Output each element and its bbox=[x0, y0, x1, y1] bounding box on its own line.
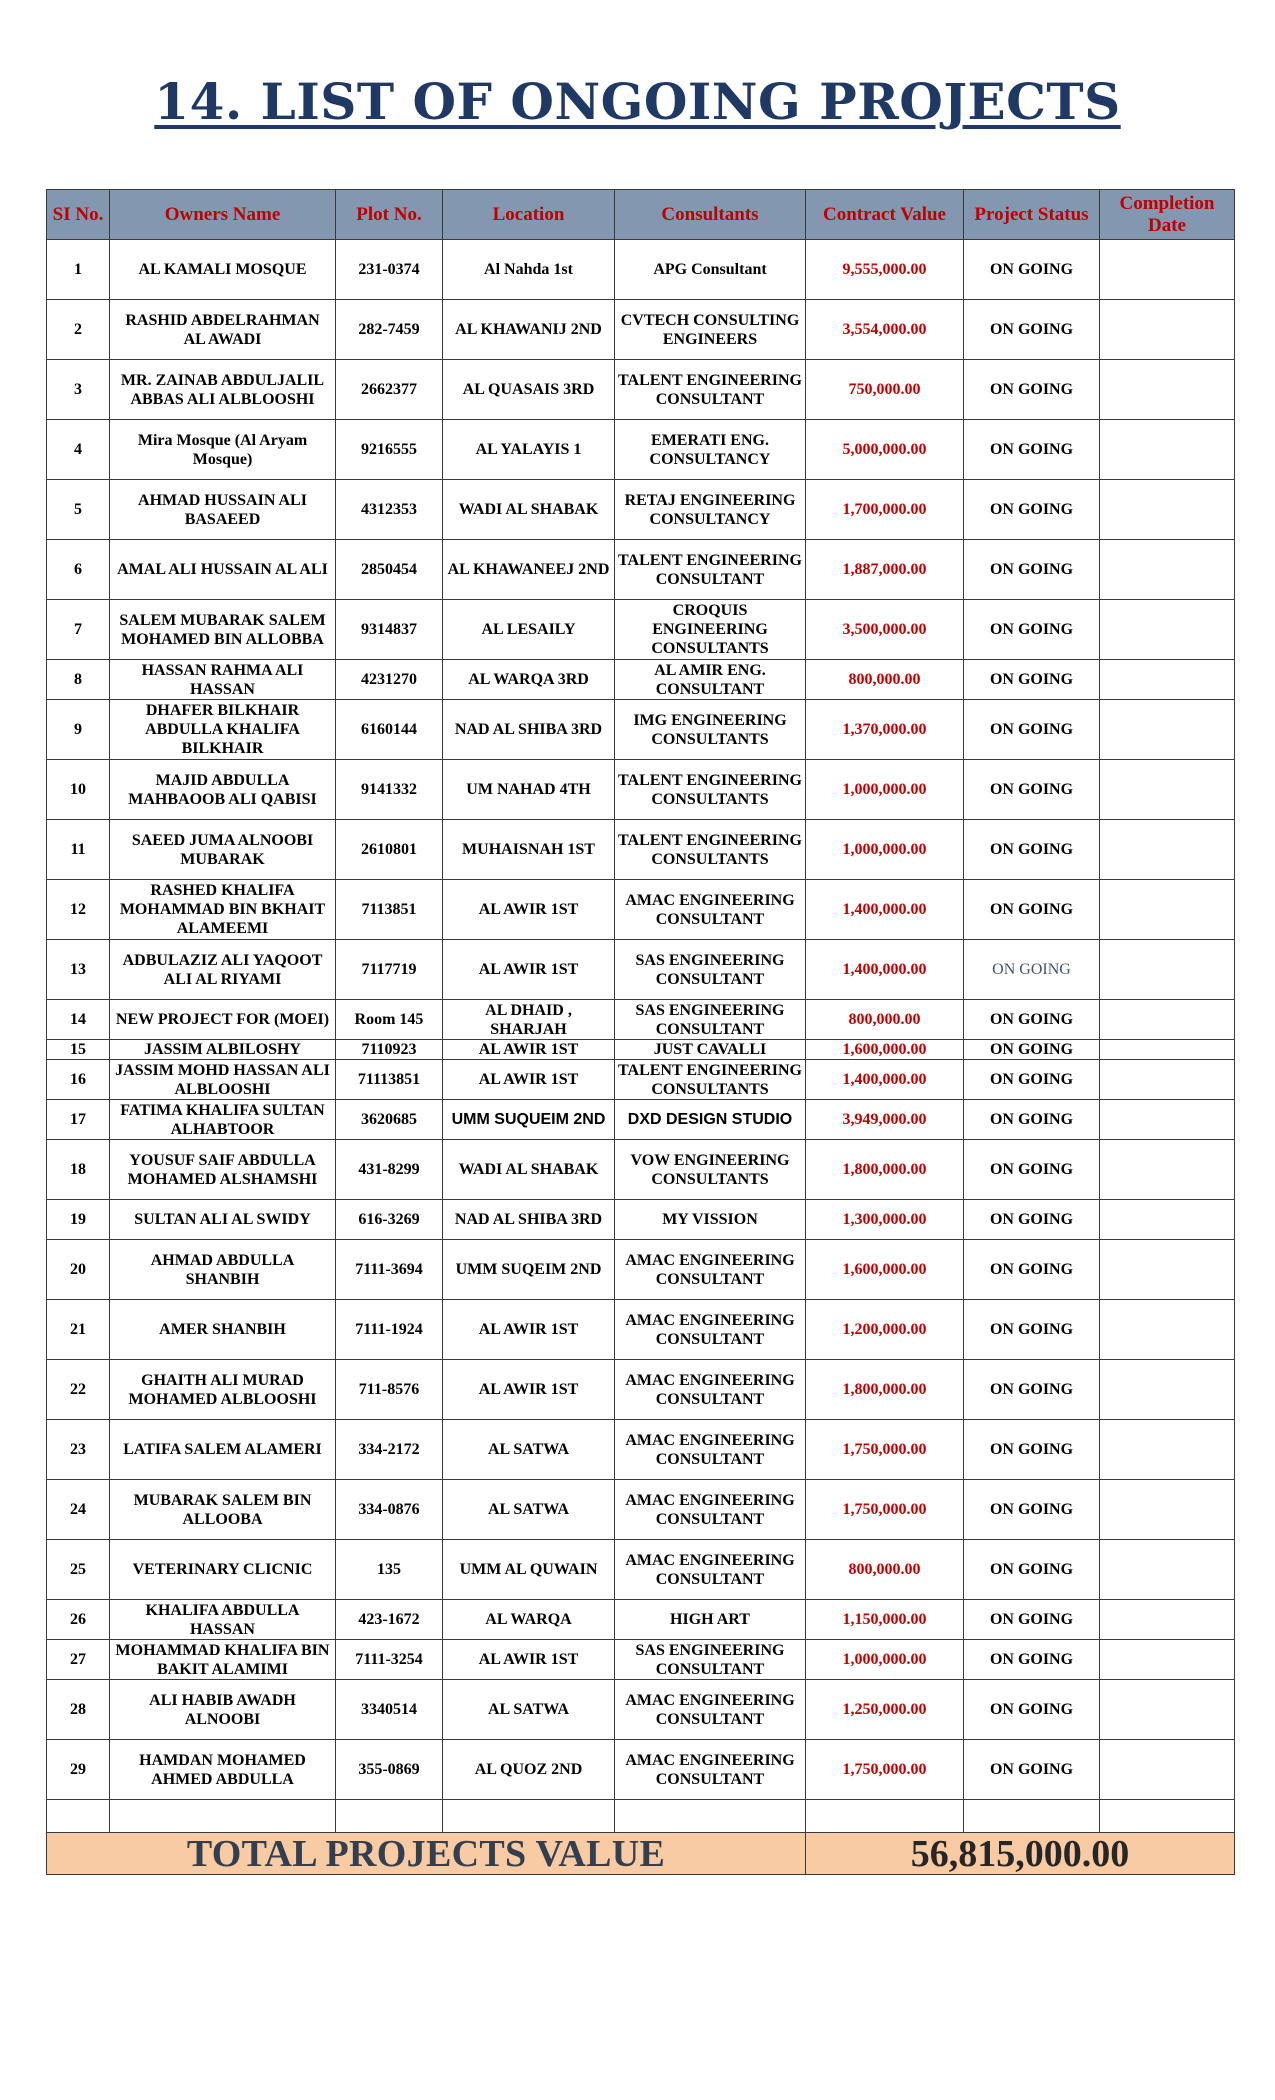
location-cell: AL AWIR 1ST bbox=[443, 940, 615, 1000]
plot-cell: 334-2172 bbox=[336, 1420, 443, 1480]
si-no-cell: 28 bbox=[47, 1680, 110, 1740]
table-row bbox=[47, 420, 1235, 480]
contract-value-cell: 1,400,000.00 bbox=[806, 880, 964, 940]
completion-date-cell bbox=[1100, 1240, 1235, 1300]
status-cell: ON GOING bbox=[964, 940, 1100, 1000]
contract-value-cell: 1,800,000.00 bbox=[806, 1140, 964, 1200]
table-row bbox=[47, 1540, 1235, 1600]
plot-cell: 334-0876 bbox=[336, 1480, 443, 1540]
table-row bbox=[47, 880, 1235, 940]
plot-cell: 9314837 bbox=[336, 600, 443, 660]
projects-table bbox=[46, 189, 1235, 1875]
plot-cell: 616-3269 bbox=[336, 1200, 443, 1240]
header-si-no: SI No. bbox=[47, 190, 110, 240]
table-row bbox=[47, 1200, 1235, 1240]
contract-value-cell: 1,400,000.00 bbox=[806, 1060, 964, 1100]
header-consultants: Consultants bbox=[615, 190, 806, 240]
consultant-cell: TALENT ENGINEERING CONSULTANTS bbox=[615, 760, 806, 820]
header-owners-name: Owners Name bbox=[110, 190, 336, 240]
completion-date-cell bbox=[1100, 1200, 1235, 1240]
completion-date-cell bbox=[1100, 700, 1235, 760]
location-cell: AL DHAID , SHARJAH bbox=[443, 1000, 615, 1040]
consultant-cell: VOW ENGINEERING CONSULTANTS bbox=[615, 1140, 806, 1200]
table-row bbox=[47, 1640, 1235, 1680]
si-no-cell: 24 bbox=[47, 1480, 110, 1540]
consultant-cell: JUST CAVALLI bbox=[615, 1040, 806, 1060]
si-no-cell: 10 bbox=[47, 760, 110, 820]
status-cell: ON GOING bbox=[964, 1640, 1100, 1680]
total-row bbox=[47, 1833, 1235, 1875]
si-no-cell: 27 bbox=[47, 1640, 110, 1680]
plot-cell: 7111-1924 bbox=[336, 1300, 443, 1360]
contract-value-cell: 1,250,000.00 bbox=[806, 1680, 964, 1740]
plot-cell: 7111-3254 bbox=[336, 1640, 443, 1680]
si-no-cell: 23 bbox=[47, 1420, 110, 1480]
table-row bbox=[47, 600, 1235, 660]
plot-cell: 231-0374 bbox=[336, 240, 443, 300]
consultant-cell: SAS ENGINEERING CONSULTANT bbox=[615, 940, 806, 1000]
table-row bbox=[47, 760, 1235, 820]
completion-date-cell bbox=[1100, 1540, 1235, 1600]
status-cell: ON GOING bbox=[964, 880, 1100, 940]
status-cell: ON GOING bbox=[964, 1740, 1100, 1800]
plot-cell: 7117719 bbox=[336, 940, 443, 1000]
owner-cell: LATIFA SALEM ALAMERI bbox=[110, 1420, 336, 1480]
consultant-cell: EMERATI ENG. CONSULTANCY bbox=[615, 420, 806, 480]
location-cell: AL AWIR 1ST bbox=[443, 1040, 615, 1060]
si-no-cell: 16 bbox=[47, 1060, 110, 1100]
location-cell: NAD AL SHIBA 3RD bbox=[443, 1200, 615, 1240]
status-cell: ON GOING bbox=[964, 1140, 1100, 1200]
si-no-cell: 9 bbox=[47, 700, 110, 760]
status-cell: ON GOING bbox=[964, 700, 1100, 760]
contract-value-cell: 750,000.00 bbox=[806, 360, 964, 420]
si-no-cell: 25 bbox=[47, 1540, 110, 1600]
completion-date-cell bbox=[1100, 300, 1235, 360]
consultant-cell: DXD DESIGN STUDIO bbox=[615, 1100, 806, 1140]
table-row bbox=[47, 1480, 1235, 1540]
consultant-cell: SAS ENGINEERING CONSULTANT bbox=[615, 1000, 806, 1040]
owner-cell: HASSAN RAHMA ALI HASSAN bbox=[110, 660, 336, 700]
contract-value-cell: 800,000.00 bbox=[806, 660, 964, 700]
table-row bbox=[47, 1300, 1235, 1360]
total-label: TOTAL PROJECTS VALUE bbox=[47, 1833, 806, 1875]
completion-date-cell bbox=[1100, 1480, 1235, 1540]
status-cell: ON GOING bbox=[964, 600, 1100, 660]
plot-cell: 423-1672 bbox=[336, 1600, 443, 1640]
contract-value-cell: 1,800,000.00 bbox=[806, 1360, 964, 1420]
plot-cell: 3620685 bbox=[336, 1100, 443, 1140]
location-cell: AL KHAWANEEJ 2ND bbox=[443, 540, 615, 600]
status-cell: ON GOING bbox=[964, 1000, 1100, 1040]
plot-cell: 2662377 bbox=[336, 360, 443, 420]
table-row bbox=[47, 1060, 1235, 1100]
status-cell: ON GOING bbox=[964, 760, 1100, 820]
location-cell: AL AWIR 1ST bbox=[443, 1360, 615, 1420]
plot-cell: 2610801 bbox=[336, 820, 443, 880]
status-cell: ON GOING bbox=[964, 540, 1100, 600]
owner-cell: AL KAMALI MOSQUE bbox=[110, 240, 336, 300]
location-cell: UM NAHAD 4TH bbox=[443, 760, 615, 820]
table-row bbox=[47, 1040, 1235, 1060]
si-no-cell: 4 bbox=[47, 420, 110, 480]
location-cell: UMM SUQUEIM 2ND bbox=[443, 1100, 615, 1140]
table-row bbox=[47, 360, 1235, 420]
owner-cell: NEW PROJECT FOR (MOEI) bbox=[110, 1000, 336, 1040]
header-project-status: Project Status bbox=[964, 190, 1100, 240]
table-row bbox=[47, 820, 1235, 880]
contract-value-cell: 800,000.00 bbox=[806, 1000, 964, 1040]
table-row bbox=[47, 660, 1235, 700]
consultant-cell: AMAC ENGINEERING CONSULTANT bbox=[615, 1740, 806, 1800]
si-no-cell: 7 bbox=[47, 600, 110, 660]
completion-date-cell bbox=[1100, 880, 1235, 940]
owner-cell: KHALIFA ABDULLA HASSAN bbox=[110, 1600, 336, 1640]
table-row bbox=[47, 940, 1235, 1000]
location-cell: AL AWIR 1ST bbox=[443, 1060, 615, 1100]
completion-date-cell bbox=[1100, 940, 1235, 1000]
completion-date-cell bbox=[1100, 1680, 1235, 1740]
status-cell: ON GOING bbox=[964, 1200, 1100, 1240]
completion-date-cell bbox=[1100, 1000, 1235, 1040]
consultant-cell: AMAC ENGINEERING CONSULTANT bbox=[615, 1360, 806, 1420]
consultant-cell: CVTECH CONSULTING ENGINEERS bbox=[615, 300, 806, 360]
plot-cell: Room 145 bbox=[336, 1000, 443, 1040]
status-cell: ON GOING bbox=[964, 1360, 1100, 1420]
consultant-cell: TALENT ENGINEERING CONSULTANT bbox=[615, 360, 806, 420]
header-plot-no: Plot No. bbox=[336, 190, 443, 240]
location-cell: Al Nahda 1st bbox=[443, 240, 615, 300]
contract-value-cell: 1,600,000.00 bbox=[806, 1040, 964, 1060]
header-completion-date: Completion Date bbox=[1100, 190, 1235, 240]
completion-date-cell bbox=[1100, 420, 1235, 480]
completion-date-cell bbox=[1100, 1420, 1235, 1480]
table-row bbox=[47, 1420, 1235, 1480]
contract-value-cell: 1,150,000.00 bbox=[806, 1600, 964, 1640]
status-cell: ON GOING bbox=[964, 1420, 1100, 1480]
completion-date-cell bbox=[1100, 240, 1235, 300]
consultant-cell: AMAC ENGINEERING CONSULTANT bbox=[615, 1540, 806, 1600]
si-no-cell: 8 bbox=[47, 660, 110, 700]
consultant-cell: AMAC ENGINEERING CONSULTANT bbox=[615, 880, 806, 940]
completion-date-cell bbox=[1100, 1100, 1235, 1140]
plot-cell: 7111-3694 bbox=[336, 1240, 443, 1300]
table-row bbox=[47, 480, 1235, 540]
contract-value-cell: 3,500,000.00 bbox=[806, 600, 964, 660]
owner-cell: AMER SHANBIH bbox=[110, 1300, 336, 1360]
owner-cell: Mira Mosque (Al Aryam Mosque) bbox=[110, 420, 336, 480]
plot-cell: 431-8299 bbox=[336, 1140, 443, 1200]
consultant-cell: TALENT ENGINEERING CONSULTANTS bbox=[615, 820, 806, 880]
owner-cell: HAMDAN MOHAMED AHMED ABDULLA bbox=[110, 1740, 336, 1800]
completion-date-cell bbox=[1100, 1140, 1235, 1200]
status-cell: ON GOING bbox=[964, 480, 1100, 540]
location-cell: NAD AL SHIBA 3RD bbox=[443, 700, 615, 760]
status-cell: ON GOING bbox=[964, 1600, 1100, 1640]
table-row bbox=[47, 300, 1235, 360]
contract-value-cell: 5,000,000.00 bbox=[806, 420, 964, 480]
contract-value-cell: 1,400,000.00 bbox=[806, 940, 964, 1000]
status-cell: ON GOING bbox=[964, 1060, 1100, 1100]
status-cell: ON GOING bbox=[964, 240, 1100, 300]
contract-value-cell: 1,750,000.00 bbox=[806, 1480, 964, 1540]
completion-date-cell bbox=[1100, 1600, 1235, 1640]
completion-date-cell bbox=[1100, 360, 1235, 420]
owner-cell: MUBARAK SALEM BIN ALLOOBA bbox=[110, 1480, 336, 1540]
consultant-cell: AMAC ENGINEERING CONSULTANT bbox=[615, 1480, 806, 1540]
owner-cell: JASSIM ALBILOSHY bbox=[110, 1040, 336, 1060]
consultant-cell: MY VISSION bbox=[615, 1200, 806, 1240]
status-cell: ON GOING bbox=[964, 300, 1100, 360]
location-cell: AL YALAYIS 1 bbox=[443, 420, 615, 480]
si-no-cell: 3 bbox=[47, 360, 110, 420]
table-row bbox=[47, 1600, 1235, 1640]
completion-date-cell bbox=[1100, 600, 1235, 660]
owner-cell: MR. ZAINAB ABDULJALIL ABBAS ALI ALBLOOSHI bbox=[110, 360, 336, 420]
plot-cell: 3340514 bbox=[336, 1680, 443, 1740]
contract-value-cell: 3,554,000.00 bbox=[806, 300, 964, 360]
si-no-cell: 20 bbox=[47, 1240, 110, 1300]
table-row bbox=[47, 1740, 1235, 1800]
completion-date-cell bbox=[1100, 1040, 1235, 1060]
contract-value-cell: 1,300,000.00 bbox=[806, 1200, 964, 1240]
owner-cell: RASHED KHALIFA MOHAMMAD BIN BKHAIT ALAMEEMI bbox=[110, 880, 336, 940]
table-row bbox=[47, 700, 1235, 760]
location-cell: AL KHAWANIJ 2ND bbox=[443, 300, 615, 360]
plot-cell: 9216555 bbox=[336, 420, 443, 480]
contract-value-cell: 3,949,000.00 bbox=[806, 1100, 964, 1140]
consultant-cell: TALENT ENGINEERING CONSULTANTS bbox=[615, 1060, 806, 1100]
table-row bbox=[47, 1240, 1235, 1300]
table-header-row bbox=[47, 190, 1235, 240]
table-row bbox=[47, 540, 1235, 600]
contract-value-cell: 1,200,000.00 bbox=[806, 1300, 964, 1360]
consultant-cell: RETAJ ENGINEERING CONSULTANCY bbox=[615, 480, 806, 540]
si-no-cell: 2 bbox=[47, 300, 110, 360]
consultant-cell: AMAC ENGINEERING CONSULTANT bbox=[615, 1420, 806, 1480]
plot-cell: 71113851 bbox=[336, 1060, 443, 1100]
consultant-cell: APG Consultant bbox=[615, 240, 806, 300]
owner-cell: AHMAD HUSSAIN ALI BASAEED bbox=[110, 480, 336, 540]
plot-cell: 4231270 bbox=[336, 660, 443, 700]
status-cell: ON GOING bbox=[964, 820, 1100, 880]
plot-cell: 282-7459 bbox=[336, 300, 443, 360]
table-row-blank bbox=[47, 1800, 1235, 1833]
location-cell: AL QUASAIS 3RD bbox=[443, 360, 615, 420]
contract-value-cell: 1,000,000.00 bbox=[806, 820, 964, 880]
plot-cell: 4312353 bbox=[336, 480, 443, 540]
status-cell: ON GOING bbox=[964, 1540, 1100, 1600]
completion-date-cell bbox=[1100, 1300, 1235, 1360]
completion-date-cell bbox=[1100, 820, 1235, 880]
owner-cell: GHAITH ALI MURAD MOHAMED ALBLOOSHI bbox=[110, 1360, 336, 1420]
owner-cell: FATIMA KHALIFA SULTAN ALHABTOOR bbox=[110, 1100, 336, 1140]
location-cell: AL AWIR 1ST bbox=[443, 880, 615, 940]
si-no-cell: 13 bbox=[47, 940, 110, 1000]
si-no-cell: 15 bbox=[47, 1040, 110, 1060]
table-row bbox=[47, 1140, 1235, 1200]
status-cell: ON GOING bbox=[964, 420, 1100, 480]
consultant-cell: AMAC ENGINEERING CONSULTANT bbox=[615, 1680, 806, 1740]
status-cell: ON GOING bbox=[964, 360, 1100, 420]
owner-cell: YOUSUF SAIF ABDULLA MOHAMED ALSHAMSHI bbox=[110, 1140, 336, 1200]
location-cell: AL SATWA bbox=[443, 1420, 615, 1480]
completion-date-cell bbox=[1100, 1360, 1235, 1420]
owner-cell: DHAFER BILKHAIR ABDULLA KHALIFA BILKHAIR bbox=[110, 700, 336, 760]
status-cell: ON GOING bbox=[964, 1680, 1100, 1740]
status-cell: ON GOING bbox=[964, 1240, 1100, 1300]
contract-value-cell: 1,000,000.00 bbox=[806, 760, 964, 820]
location-cell: AL SATWA bbox=[443, 1680, 615, 1740]
consultant-cell: HIGH ART bbox=[615, 1600, 806, 1640]
si-no-cell: 26 bbox=[47, 1600, 110, 1640]
plot-cell: 7110923 bbox=[336, 1040, 443, 1060]
plot-cell: 6160144 bbox=[336, 700, 443, 760]
table-row bbox=[47, 240, 1235, 300]
si-no-cell: 29 bbox=[47, 1740, 110, 1800]
table-row bbox=[47, 1100, 1235, 1140]
status-cell: ON GOING bbox=[964, 1100, 1100, 1140]
location-cell: AL AWIR 1ST bbox=[443, 1300, 615, 1360]
contract-value-cell: 1,000,000.00 bbox=[806, 1640, 964, 1680]
owner-cell: SAEED JUMA ALNOOBI MUBARAK bbox=[110, 820, 336, 880]
plot-cell: 355-0869 bbox=[336, 1740, 443, 1800]
contract-value-cell: 1,887,000.00 bbox=[806, 540, 964, 600]
status-cell: ON GOING bbox=[964, 1040, 1100, 1060]
plot-cell: 135 bbox=[336, 1540, 443, 1600]
table-body bbox=[47, 240, 1235, 1800]
consultant-cell: AMAC ENGINEERING CONSULTANT bbox=[615, 1240, 806, 1300]
owner-cell: SULTAN ALI AL SWIDY bbox=[110, 1200, 336, 1240]
location-cell: UMM AL QUWAIN bbox=[443, 1540, 615, 1600]
location-cell: WADI AL SHABAK bbox=[443, 480, 615, 540]
si-no-cell: 12 bbox=[47, 880, 110, 940]
si-no-cell: 14 bbox=[47, 1000, 110, 1040]
owner-cell: AMAL ALI HUSSAIN AL ALI bbox=[110, 540, 336, 600]
completion-date-cell bbox=[1100, 660, 1235, 700]
completion-date-cell bbox=[1100, 1740, 1235, 1800]
owner-cell: MAJID ABDULLA MAHBAOOB ALI QABISI bbox=[110, 760, 336, 820]
status-cell: ON GOING bbox=[964, 1300, 1100, 1360]
table-row bbox=[47, 1000, 1235, 1040]
owner-cell: SALEM MUBARAK SALEM MOHAMED BIN ALLOBBA bbox=[110, 600, 336, 660]
consultant-cell: AL AMIR ENG. CONSULTANT bbox=[615, 660, 806, 700]
owner-cell: MOHAMMAD KHALIFA BIN BAKIT ALAMIMI bbox=[110, 1640, 336, 1680]
contract-value-cell: 1,750,000.00 bbox=[806, 1420, 964, 1480]
consultant-cell: SAS ENGINEERING CONSULTANT bbox=[615, 1640, 806, 1680]
owner-cell: ADBULAZIZ ALI YAQOOT ALI AL RIYAMI bbox=[110, 940, 336, 1000]
owner-cell: VETERINARY CLICNIC bbox=[110, 1540, 336, 1600]
header-location: Location bbox=[443, 190, 615, 240]
completion-date-cell bbox=[1100, 480, 1235, 540]
total-value: 56,815,000.00 bbox=[806, 1833, 1235, 1875]
location-cell: WADI AL SHABAK bbox=[443, 1140, 615, 1200]
si-no-cell: 18 bbox=[47, 1140, 110, 1200]
consultant-cell: TALENT ENGINEERING CONSULTANT bbox=[615, 540, 806, 600]
location-cell: UMM SUQEIM 2ND bbox=[443, 1240, 615, 1300]
owner-cell: ALI HABIB AWADH ALNOOBI bbox=[110, 1680, 336, 1740]
si-no-cell: 21 bbox=[47, 1300, 110, 1360]
location-cell: AL SATWA bbox=[443, 1480, 615, 1540]
header-contract-value: Contract Value bbox=[806, 190, 964, 240]
completion-date-cell bbox=[1100, 540, 1235, 600]
location-cell: AL QUOZ 2ND bbox=[443, 1740, 615, 1800]
si-no-cell: 17 bbox=[47, 1100, 110, 1140]
table-row bbox=[47, 1680, 1235, 1740]
consultant-cell: AMAC ENGINEERING CONSULTANT bbox=[615, 1300, 806, 1360]
si-no-cell: 19 bbox=[47, 1200, 110, 1240]
contract-value-cell: 800,000.00 bbox=[806, 1540, 964, 1600]
completion-date-cell bbox=[1100, 760, 1235, 820]
completion-date-cell bbox=[1100, 1060, 1235, 1100]
si-no-cell: 11 bbox=[47, 820, 110, 880]
contract-value-cell: 9,555,000.00 bbox=[806, 240, 964, 300]
si-no-cell: 6 bbox=[47, 540, 110, 600]
si-no-cell: 1 bbox=[47, 240, 110, 300]
owner-cell: JASSIM MOHD HASSAN ALI ALBLOOSHI bbox=[110, 1060, 336, 1100]
status-cell: ON GOING bbox=[964, 1480, 1100, 1540]
location-cell: AL WARQA bbox=[443, 1600, 615, 1640]
location-cell: AL LESAILY bbox=[443, 600, 615, 660]
owner-cell: RASHID ABDELRAHMAN AL AWADI bbox=[110, 300, 336, 360]
contract-value-cell: 1,600,000.00 bbox=[806, 1240, 964, 1300]
table-row bbox=[47, 1360, 1235, 1420]
plot-cell: 7113851 bbox=[336, 880, 443, 940]
location-cell: AL AWIR 1ST bbox=[443, 1640, 615, 1680]
si-no-cell: 5 bbox=[47, 480, 110, 540]
si-no-cell: 22 bbox=[47, 1360, 110, 1420]
plot-cell: 711-8576 bbox=[336, 1360, 443, 1420]
plot-cell: 2850454 bbox=[336, 540, 443, 600]
plot-cell: 9141332 bbox=[336, 760, 443, 820]
location-cell: MUHAISNAH 1ST bbox=[443, 820, 615, 880]
contract-value-cell: 1,370,000.00 bbox=[806, 700, 964, 760]
page-title: 14. LIST OF ONGOING PROJECTS bbox=[154, 72, 1121, 131]
owner-cell: AHMAD ABDULLA SHANBIH bbox=[110, 1240, 336, 1300]
location-cell: AL WARQA 3RD bbox=[443, 660, 615, 700]
consultant-cell: IMG ENGINEERING CONSULTANTS bbox=[615, 700, 806, 760]
completion-date-cell bbox=[1100, 1640, 1235, 1680]
contract-value-cell: 1,700,000.00 bbox=[806, 480, 964, 540]
status-cell: ON GOING bbox=[964, 660, 1100, 700]
contract-value-cell: 1,750,000.00 bbox=[806, 1740, 964, 1800]
consultant-cell: CROQUIS ENGINEERING CONSULTANTS bbox=[615, 600, 806, 660]
